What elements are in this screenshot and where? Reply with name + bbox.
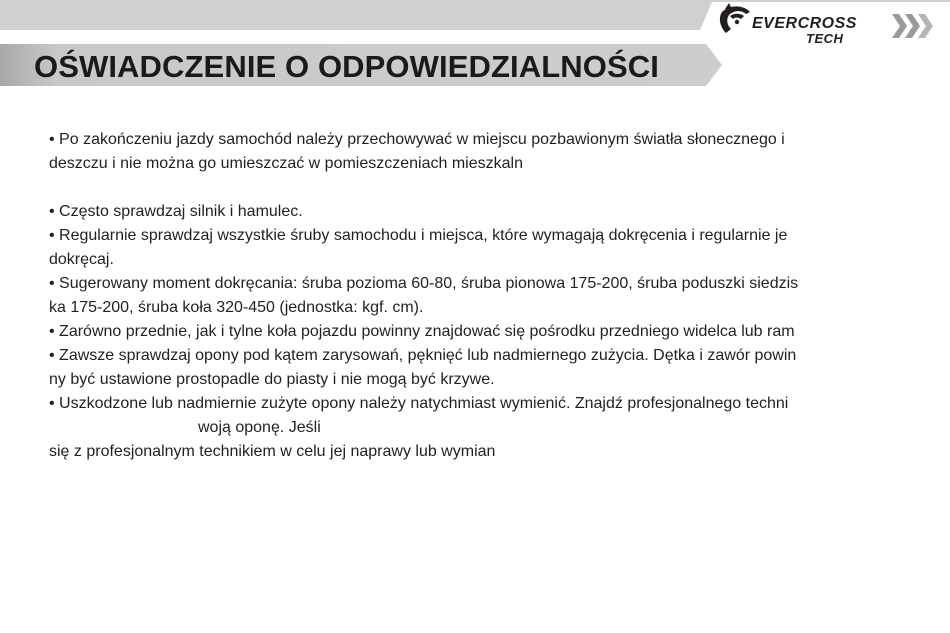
paragraph-line: woją oponę. Jeśli bbox=[198, 419, 321, 436]
paragraph-line: ka 175-200, śruba koła 320-450 (jednostka: kgf. cm). bbox=[49, 299, 424, 316]
paragraph-line: • Zawsze sprawdzaj opony pod kątem zarysowań, pęknięć lub nadmiernego zużycia. Dętka i zawór powin bbox=[49, 347, 797, 364]
paragraph-line: • Często sprawdzaj silnik i hamulec. bbox=[49, 203, 303, 220]
logo-subtitle: TECH bbox=[806, 31, 844, 46]
paragraph-line: się z profesjonalnym technikiem w celu jej naprawy lub wymian bbox=[49, 443, 496, 460]
paragraph-line: deszczu i nie można go umieszczać w pomieszczeniach mieszkaln bbox=[49, 155, 523, 172]
paragraph-line: ny być ustawione prostopadle do piasty i nie mogą być krzywe. bbox=[49, 371, 495, 388]
paragraph-line: • Zarówno przednie, jak i tylne koła pojazdu powinny znajdować się pośrodku przedniego widelca lub ram bbox=[49, 323, 795, 340]
paragraph-line: • Uszkodzone lub nadmiernie zużyte opony należy natychmiast wymienić. Znajdź profesjonalnego techni bbox=[49, 395, 789, 412]
logo-wordmark: EVERCROSS bbox=[752, 15, 857, 32]
paragraph-spacer bbox=[49, 176, 929, 200]
paragraph-line: • Sugerowany moment dokręcania: śruba pozioma 60-80, śruba pionowa 175-200, śruba poduszki siedzis bbox=[49, 275, 799, 292]
page-title: OŚWIADCZENIE O ODPOWIEDZIALNOŚCI bbox=[34, 49, 659, 84]
paragraph-line: dokręcaj. bbox=[49, 251, 114, 268]
paragraph-line: • Regularnie sprawdzaj wszystkie śruby samochodu i miejsca, które wymagają dokręcenia i regularnie je bbox=[49, 227, 788, 244]
paragraph-line: • Po zakończeniu jazdy samochód należy przechowywać w miejscu pozbawionym światła słonecznego i bbox=[49, 131, 785, 148]
title-band bbox=[0, 44, 722, 86]
evercross-tech-logo bbox=[700, 0, 950, 48]
disclaimer-body bbox=[49, 128, 929, 464]
